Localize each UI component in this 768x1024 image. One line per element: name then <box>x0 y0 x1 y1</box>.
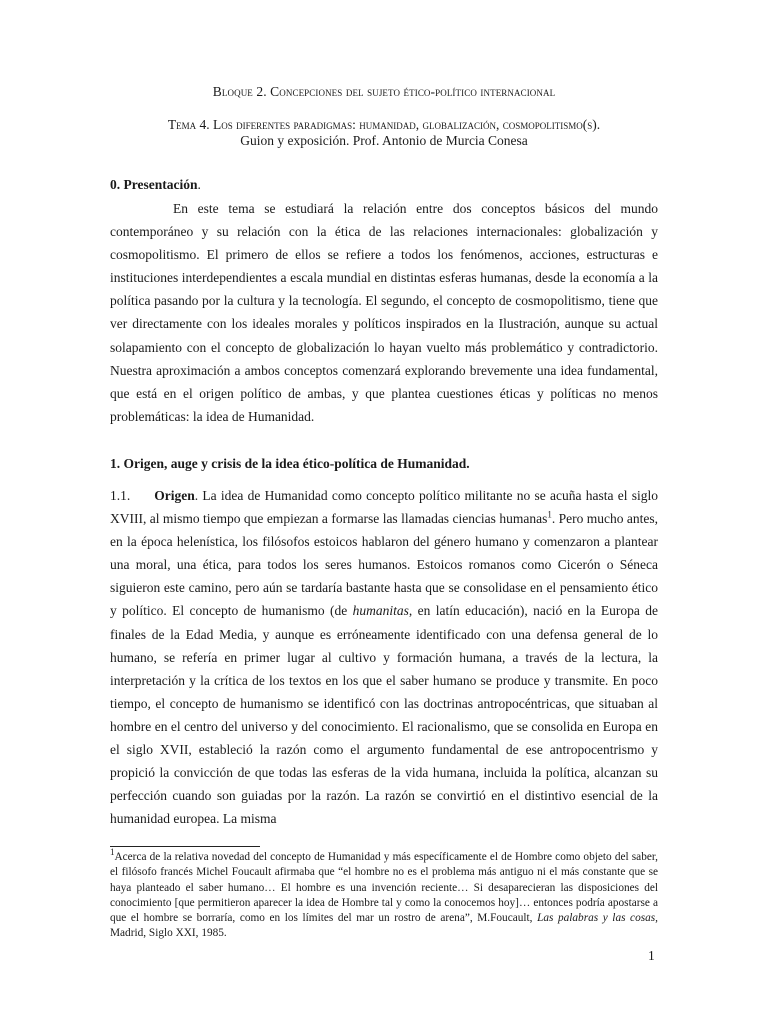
author-subtitle: Guion y exposición. Prof. Antonio de Murcia Conesa <box>240 133 528 148</box>
block-title: Bloque 2. Concepciones del sujeto ético-político internacional <box>212 84 556 99</box>
origin-paragraph-block <box>110 484 658 830</box>
subsection-number: 1.1. <box>110 488 131 503</box>
presentation-paragraph-block <box>110 197 658 428</box>
subsection-heading: Origen <box>154 488 195 503</box>
footnote-number: 1 <box>110 847 115 858</box>
section-1-heading: 1. Origen, auge y crisis de la idea ético-política de Humanidad. <box>110 456 470 471</box>
topic-title: Tema 4. Los diferentes paradigmas: humanidad, globalización, cosmopolitismo(s). <box>167 117 601 132</box>
section-0-heading-suffix: . <box>197 177 201 192</box>
footnote-text-part-2: Madrid, Siglo XXI, 1985. <box>110 927 227 940</box>
footnote-text-part-1: Acerca de la relativa novedad del concepto de Humanidad y más específicamente el de Hombre como objeto del saber, el filósofo francés Michel Foucault afirmaba que “el hombre no es el problema más antiguo ni el más constante que se haya planteado el saber humano… El hombre es una invención reciente… Si desaparecieran las disposiciones del conocimiento [que permitieron aparecer la idea de Hombre tal y como la conocemos hoy]… entonces podría apostarse a que el hombre se borraría, como en los límites del mar un rostro de arena”, M.Foucault, <box>110 851 658 925</box>
humanitas-term: humanitas <box>352 603 409 619</box>
origin-text-part-3: , en latín educación), nació en la Europa de finales de la Edad Media, y aunque es erróneamente identificado con una defensa general de lo humano, se refería en primer lugar al cultivo y formación humana, a través de la lectura, la interpretación y la crítica de los textos en los que el saber humano se produce y transmite. En poco tiempo, el concepto de humanismo se identificó con las doctrinas antropocéntricas, que situaban al hombre en el centro del universo y del conocimiento. El racionalismo, que se consolida en Europa en el siglo XVII, estableció la razón como el argumento fundamental de ese antropocentrismo y propició la convicción de que todas las esferas de la vida humana, incluida la política, alcanzan su perfección cuando son guiadas por la razón. La razón se convirtió en el distintivo esencial de la humanidad europea. La misma <box>110 603 658 827</box>
footnote-reference[interactable]: 1 <box>547 509 552 520</box>
footnote-book-title: Las palabras y las cosas, <box>537 912 658 925</box>
footnote-separator <box>110 846 260 847</box>
origin-text-part-1: . La idea de Humanidad como concepto político militante no se acuña hasta el siglo XVIII, al mismo tiempo que empiezan a formarse las llamadas ciencias humanas <box>110 488 658 527</box>
page-number: 1 <box>648 948 655 963</box>
section-0-heading <box>110 177 201 193</box>
presentation-paragraph: En este tema se estudiará la relación entre dos conceptos básicos del mundo contemporáneo y su relación con la ética de las relaciones internacionales: globalización y cosmopolitismo. El primero de ellos se refiere a todos los fenómenos, acciones, estructuras e instituciones interdependientes a escala mundial en distintas esferas humanas, desde la economía a la política pasando por la cultura y la tecnología. El segundo, el concepto de cosmopolitismo, tiene que ver directamente con los ideales morales y políticos inspirados en la Ilustración, aunque su actual solapamiento con el concepto de globalización lo hayan vuelto más problemático y contradictorio. Nuestra aproximación a ambos conceptos comenzará explorando brevemente una idea fundamental, que está en el origen político de ambas, y que plantea cuestiones éticas y políticas no menos problemáticas: la idea de Humanidad. <box>110 201 658 424</box>
origin-paragraph <box>110 484 658 830</box>
origin-text-part-2: . Pero mucho antes, en la época helenística, los filósofos estoicos hablaron del género humano y comenzaron a plantear una moral, una ética, para todos los seres humanos. Estoicos romanos como Cicerón o Séneca siguieron este camino, pero aún se tardaría bastante hasta que se consolidase en el pensamiento ético y político. El concepto de humanismo (de <box>110 511 658 619</box>
section-0-heading-text: 0. Presentación <box>110 177 198 192</box>
footnote-1 <box>110 847 658 942</box>
